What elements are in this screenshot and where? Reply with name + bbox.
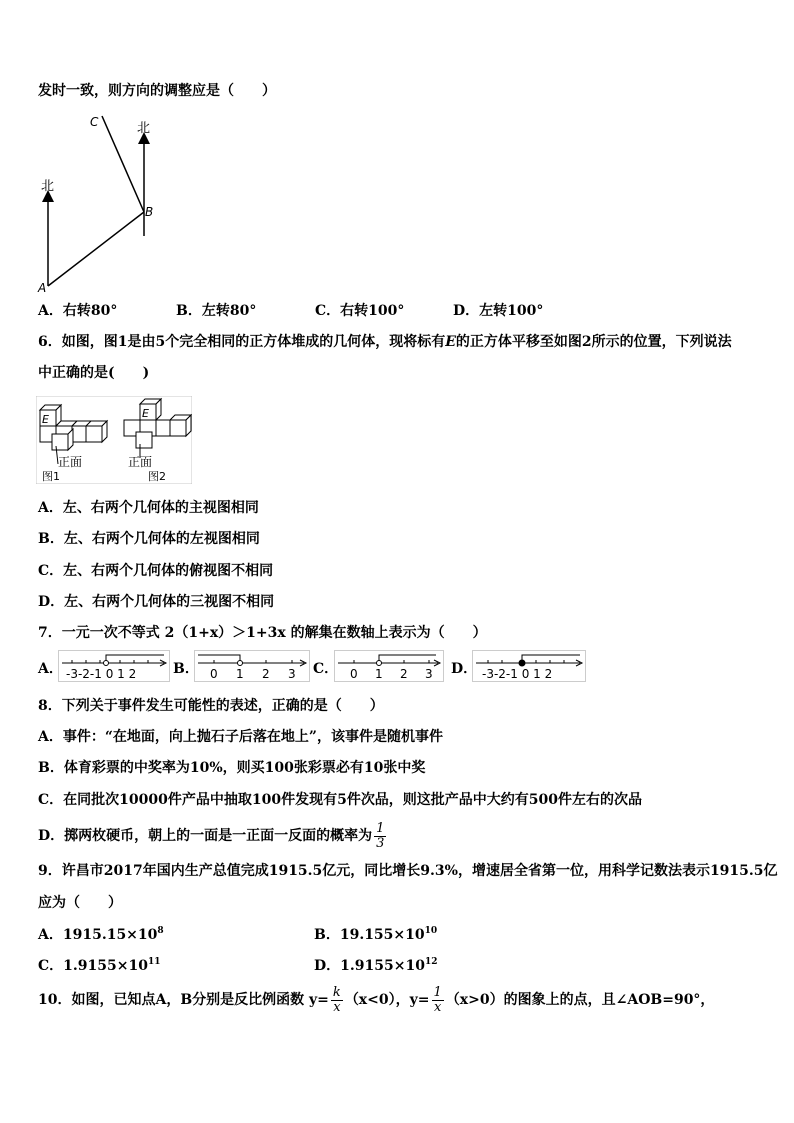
q5-stem-tail: 发时一致，则方向的调整应是（ ） — [38, 83, 276, 99]
q7-label-b[interactable]: B． — [173, 661, 199, 677]
q7-numberline-c — [334, 650, 444, 682]
q6-option-d[interactable]: D．左、右两个几何体的三视图不相同 — [38, 594, 275, 610]
q6-stem-e: E — [445, 334, 456, 350]
q9-option-c[interactable]: C．$1.9155\times 10^{11}$ — [38, 957, 161, 974]
q6-option-a[interactable]: A．左、右两个几何体的主视图相同 — [38, 500, 259, 516]
q9-stem-line1: 9．许昌市2017年国内生产总值完成1915.5亿元，同比增长9.3%，增速居全省第一位，用科学记数法表示1915.5亿 — [38, 863, 778, 879]
svg-text:3: 3 — [425, 667, 433, 681]
q10-stem: 10．如图，已知点A，B分别是反比例函数 y= $\frac{k}{x}$ （x<0），y= $\frac{1}{x}$ （x>0）的图象上的点，且∠AOB=90°， — [38, 984, 715, 1015]
q8-option-b[interactable]: B．体育彩票的中奖率为10%，则买100张彩票必有10张中奖 — [38, 760, 426, 776]
q9-option-a[interactable]: A．$1915.15\times 10^8$ — [38, 926, 164, 943]
q8-option-a[interactable]: A．事件：“在地面，向上抛石子后落在地上”，该事件是随机事件 — [38, 729, 443, 745]
q5-option-a[interactable]: A．右转80° — [38, 303, 118, 319]
svg-text:1: 1 — [375, 667, 383, 681]
svg-text:0: 0 — [210, 667, 218, 681]
q7-label-a[interactable]: A． — [38, 661, 63, 677]
segment-ab — [48, 212, 144, 286]
svg-text:1: 1 — [236, 667, 244, 681]
q7-stem: 7．一元一次不等式 2（1+x）＞1+3x 的解集在数轴上表示为（ ） — [38, 625, 487, 641]
q9-option-b[interactable]: B．$19.155\times 10^{10}$ — [314, 926, 438, 943]
label-north-a: 北 — [41, 179, 55, 194]
q7-numberline-a — [58, 650, 170, 682]
label-north-b: 北 — [137, 121, 151, 136]
fig1-front-label: 正面 — [58, 455, 83, 469]
label-a: A — [38, 281, 47, 295]
axis-labels-d: -3-2-1 0 1 2 — [482, 667, 553, 681]
fig1-caption: 图1 — [42, 470, 60, 483]
fraction-k-over-x: $\frac{k}{x}$ — [332, 984, 341, 1015]
q7-label-d[interactable]: D． — [451, 661, 478, 677]
q6-cubes-figure — [36, 396, 192, 484]
q8-stem: 8．下列关于事件发生可能性的表述，正确的是（ ） — [38, 698, 384, 714]
fig1-e-label: E — [42, 413, 49, 426]
q6-option-c[interactable]: C．左、右两个几何体的俯视图不相同 — [38, 563, 274, 579]
q8-option-d[interactable]: D．掷两枚硬币，朝上的一面是一正面一反面的概率为 $\frac{1}{3}$ — [38, 820, 385, 851]
q5-direction-figure — [34, 108, 164, 298]
q8-option-c[interactable]: C．在同批次10000件产品中抽取100件发现有5件次品，则这批产品中大约有500件左右的次品 — [38, 792, 643, 808]
q5-option-d[interactable]: D．左转100° — [453, 303, 544, 319]
fig2-caption: 图2 — [148, 470, 166, 483]
q9-stem-line2: 应为（ ） — [38, 895, 122, 911]
fig2-e-label: E — [142, 407, 149, 420]
q6-stem-line2: 中正确的是( ) — [38, 365, 150, 381]
fraction-1-over-x: $\frac{1}{x}$ — [433, 984, 442, 1015]
q6-stem-line1: 6．如图，图1是由5个完全相同的正方体堆成的几何体，现将标有E的正方体平移至如图2所示的位置，下列说法 — [38, 334, 732, 350]
svg-text:2: 2 — [400, 667, 408, 681]
q5-option-b[interactable]: B．左转80° — [176, 303, 257, 319]
q5-option-c[interactable]: C．右转100° — [315, 303, 405, 319]
q9-option-d[interactable]: D．$1.9155\times 10^{12}$ — [314, 957, 438, 974]
q7-numberline-b — [194, 650, 310, 682]
label-b: B — [145, 205, 154, 219]
q7-label-c[interactable]: C． — [313, 661, 339, 677]
q6-option-b[interactable]: B．左、右两个几何体的左视图相同 — [38, 531, 260, 547]
svg-text:0: 0 — [350, 667, 358, 681]
axis-labels-a: -3-2-1 0 1 2 — [66, 667, 137, 681]
svg-text:2: 2 — [262, 667, 270, 681]
fraction-one-third: $\frac{1}{3}$ — [376, 820, 385, 851]
label-c: C — [90, 115, 99, 129]
svg-text:3: 3 — [288, 667, 296, 681]
fig2-front-label: 正面 — [128, 455, 153, 469]
q7-numberline-d — [472, 650, 586, 682]
